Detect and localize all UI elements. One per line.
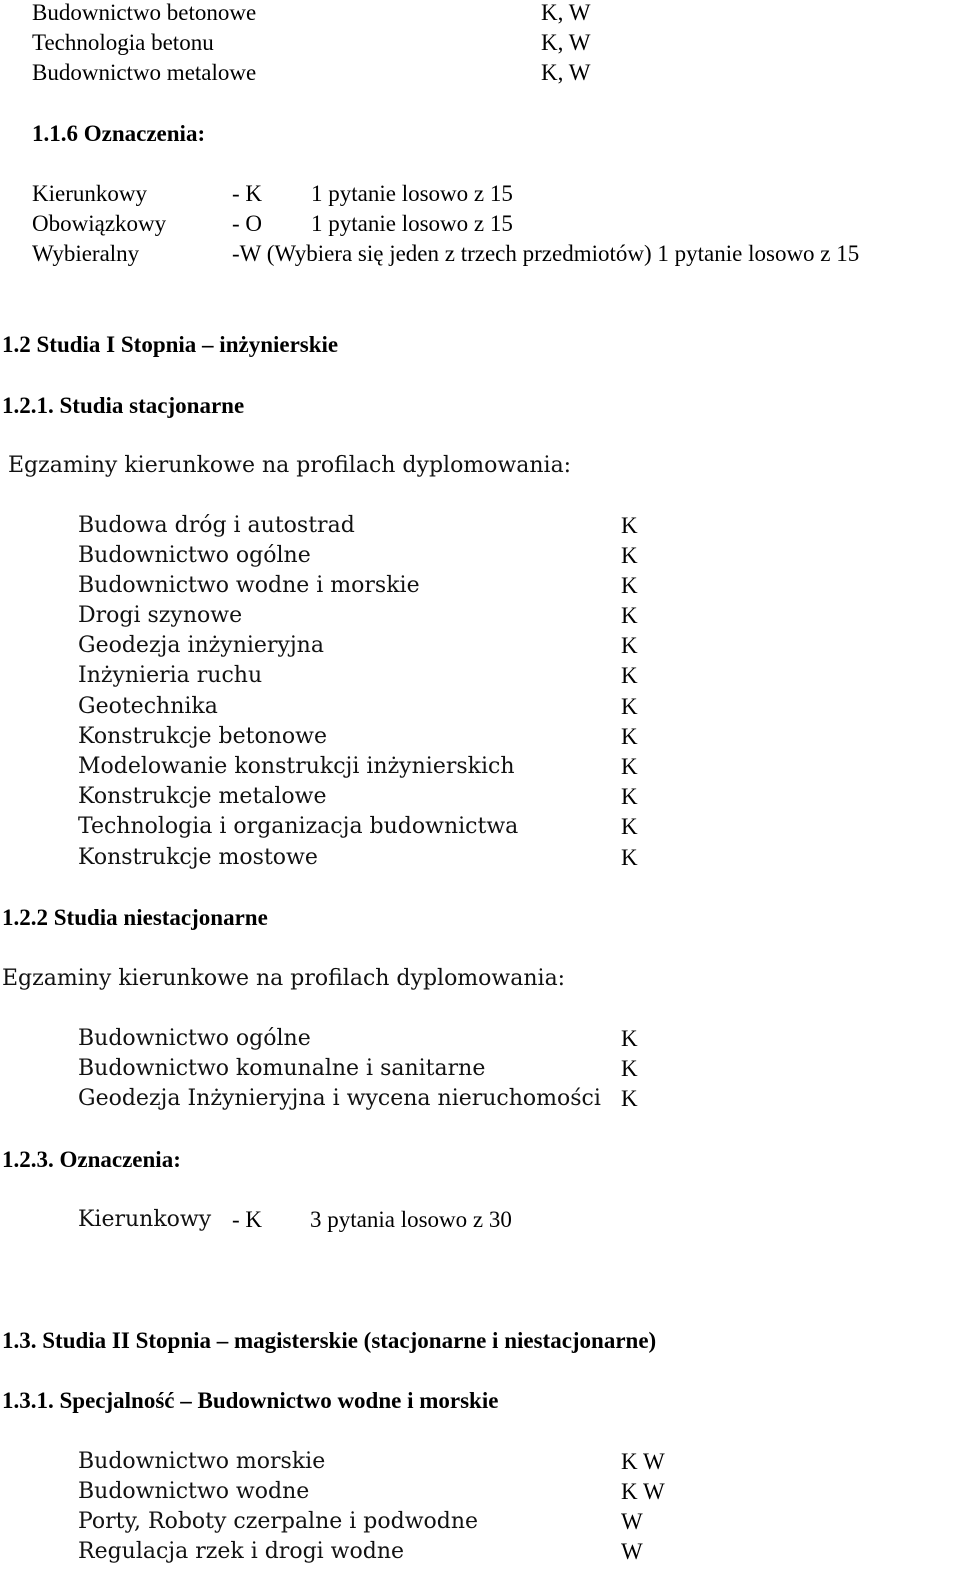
legend-code: - K	[232, 181, 263, 206]
subject-mark: W	[621, 1509, 643, 1534]
subheading: Egzaminy kierunkowe na profilach dyplomowania:	[2, 966, 566, 991]
list-item-name: Budownictwo betonowe	[32, 0, 257, 25]
subject-name: Budowa dróg i autostrad	[78, 513, 355, 538]
subject-mark: K	[621, 573, 638, 598]
legend-desc: 3 pytania losowo z 30	[310, 1207, 512, 1232]
section-heading-1-1-6: 1.1.6 Oznaczenia:	[32, 121, 206, 146]
legend-desc: 1 pytanie losowo z 15	[311, 211, 513, 236]
subject-mark: K	[621, 1056, 638, 1081]
section-heading-1-3-1: 1.3.1. Specjalność – Budownictwo wodne i morskie	[2, 1388, 499, 1413]
subject-mark: K	[621, 784, 638, 809]
subject-mark: W	[621, 1539, 643, 1564]
legend-code: -W (Wybiera się jeden z trzech przedmiotów) 1 pytanie losowo z 15	[232, 241, 860, 266]
subject-name: Budownictwo ogólne	[78, 543, 311, 568]
subject-mark: K	[621, 663, 638, 688]
list-item-name: Budownictwo metalowe	[32, 60, 257, 85]
subject-name: Geodezja inżynieryjna	[78, 633, 324, 658]
subject-mark: K	[621, 754, 638, 779]
legend-label: Wybieralny	[32, 241, 140, 266]
subject-name: Konstrukcje betonowe	[78, 724, 328, 749]
list-item-name: Technologia betonu	[32, 30, 214, 55]
subject-mark: K	[621, 1086, 638, 1111]
section-heading-1-2-3: 1.2.3. Oznaczenia:	[2, 1147, 181, 1172]
subject-mark: K	[621, 814, 638, 839]
subject-mark: K	[621, 603, 638, 628]
legend-label: Kierunkowy	[32, 181, 147, 206]
subject-name: Budownictwo morskie	[78, 1449, 326, 1474]
subject-name: Budownictwo wodne i morskie	[78, 573, 420, 598]
subject-name: Konstrukcje mostowe	[78, 845, 318, 870]
subject-mark: K	[621, 633, 638, 658]
section-heading-1-2: 1.2 Studia I Stopnia – inżynierskie	[2, 332, 339, 357]
legend-code: - K	[232, 1207, 263, 1232]
subheading: Egzaminy kierunkowe na profilach dyplomowania:	[8, 453, 572, 478]
list-item-mark: K, W	[541, 30, 591, 55]
subject-mark: K	[621, 513, 638, 538]
section-heading-1-3: 1.3. Studia II Stopnia – magisterskie (stacjonarne i niestacjonarne)	[2, 1328, 657, 1353]
subject-mark: K	[621, 1026, 638, 1051]
subject-name: Geotechnika	[78, 694, 218, 719]
legend-code: - O	[232, 211, 263, 236]
list-item-mark: K, W	[541, 0, 591, 25]
subject-name: Drogi szynowe	[78, 603, 243, 628]
subject-mark: K	[621, 724, 638, 749]
subject-name: Budownictwo komunalne i sanitarne	[78, 1056, 486, 1081]
legend-label: Kierunkowy	[78, 1207, 212, 1232]
subject-name: Budownictwo ogólne	[78, 1026, 311, 1051]
subject-mark: K	[621, 694, 638, 719]
subject-mark: K W	[621, 1479, 665, 1504]
subject-name: Inżynieria ruchu	[78, 663, 263, 688]
subject-mark: K W	[621, 1449, 665, 1474]
section-heading-1-2-1: 1.2.1. Studia stacjonarne	[2, 393, 245, 418]
list-item-mark: K, W	[541, 60, 591, 85]
subject-name: Regulacja rzek i drogi wodne	[78, 1539, 405, 1564]
subject-name: Porty, Roboty czerpalne i podwodne	[78, 1509, 479, 1534]
section-heading-1-2-2: 1.2.2 Studia niestacjonarne	[2, 905, 268, 930]
subject-name: Technologia i organizacja budownictwa	[78, 814, 519, 839]
subject-name: Modelowanie konstrukcji inżynierskich	[78, 754, 515, 779]
subject-mark: K	[621, 845, 638, 870]
subject-name: Konstrukcje metalowe	[78, 784, 327, 809]
subject-mark: K	[621, 543, 638, 568]
subject-name: Budownictwo wodne	[78, 1479, 310, 1504]
legend-label: Obowiązkowy	[32, 211, 167, 236]
legend-desc: 1 pytanie losowo z 15	[311, 181, 513, 206]
subject-name: Geodezja Inżynieryjna i wycena nieruchomości	[78, 1086, 601, 1111]
